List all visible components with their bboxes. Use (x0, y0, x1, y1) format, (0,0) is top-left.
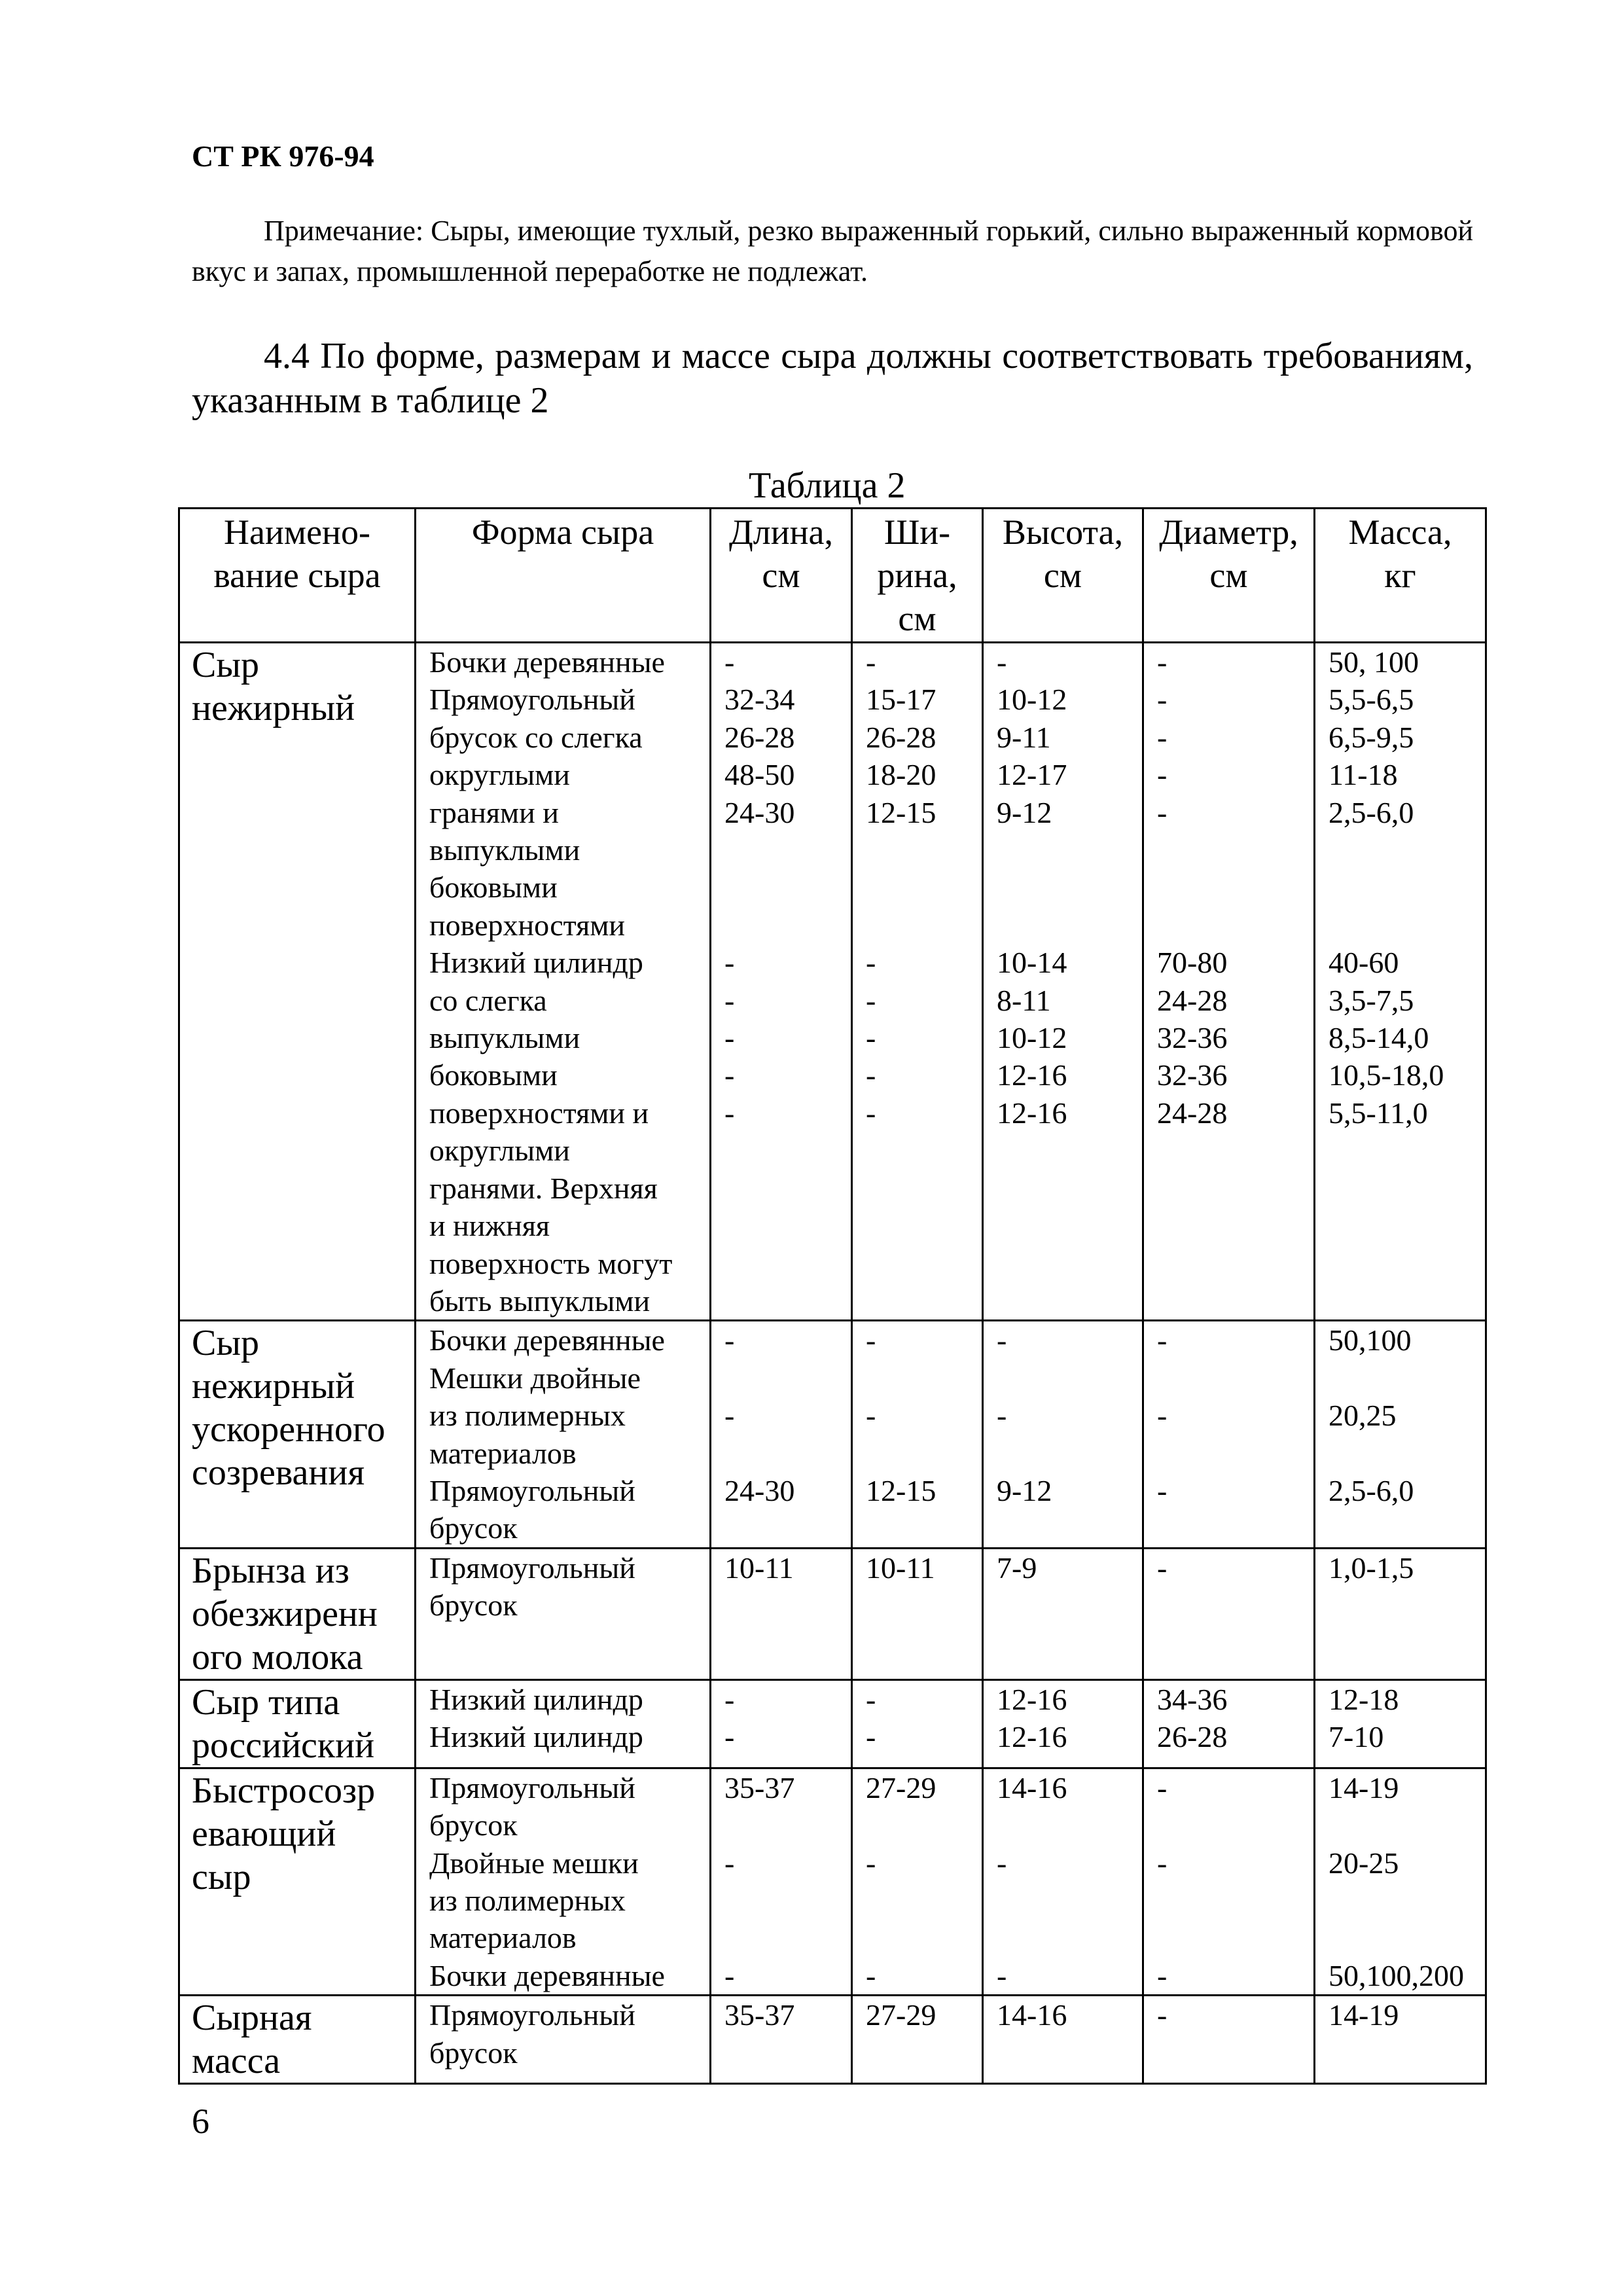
cell-line: 12-15 (866, 795, 936, 829)
cell-line: 35-37 (724, 1998, 795, 2032)
cell-line: - (1157, 1846, 1168, 1880)
cell-line: - (724, 1021, 735, 1055)
cell-line: 2,5-6,0 (1329, 1473, 1414, 1507)
cell-line: Прямоугольный (429, 1998, 635, 2032)
col-header-line: см (898, 599, 936, 638)
cell-line: - (724, 1096, 735, 1130)
cell-line: - (724, 1399, 735, 1433)
cell-line: 12-16 (997, 1720, 1067, 1754)
cell-line: - (866, 1682, 876, 1716)
cell-line: 1,0-1,5 (1329, 1551, 1414, 1585)
table-body (179, 643, 1486, 2084)
cell-line: округлыми (429, 1134, 570, 1168)
cell-line: из полимерных (429, 1399, 626, 1433)
cell-line: российский (192, 1725, 375, 1766)
cell-line: - (1157, 1399, 1168, 1433)
cell-shape (416, 1548, 711, 1679)
cell-line: 9-12 (997, 1473, 1052, 1507)
cell-line: - (997, 1958, 1007, 1992)
cell-line: 12-16 (997, 1058, 1067, 1092)
cell-line: - (866, 1958, 876, 1992)
section-4-4-paragraph: 4.4 По форме, размерам и массе сыра должны соответствовать требованиям, указанным в таблице 2 (192, 336, 1473, 421)
cell-diameter (1143, 1996, 1315, 2084)
col-header-height (983, 509, 1143, 643)
cell-line: - (866, 1720, 876, 1754)
cell-line: Прямоугольный (429, 1551, 635, 1585)
cell-length (711, 1768, 852, 1995)
cell-line: 50, 100 (1329, 645, 1419, 679)
cell-line: поверхностями (429, 908, 626, 942)
table-row (179, 1768, 1486, 1995)
cell-line: 50,100 (1329, 1323, 1412, 1357)
cell-height (983, 1321, 1143, 1548)
cell-line: - (724, 1323, 735, 1357)
cell-line: 27-29 (866, 1998, 936, 2032)
cell-line: 6,5-9,5 (1329, 720, 1414, 754)
cell-line: - (724, 645, 735, 679)
cell-line: 10-14 (997, 946, 1067, 980)
cell-line: 32-36 (1157, 1021, 1228, 1055)
col-header-mass (1315, 509, 1486, 643)
cell-length (711, 1996, 852, 2084)
cheese-dimensions-table (178, 507, 1487, 2085)
cell-line: - (724, 1720, 735, 1754)
cell-line: 14-16 (997, 1998, 1067, 2032)
cell-shape (416, 1679, 711, 1768)
cell-length (711, 1679, 852, 1768)
cell-mass (1315, 1996, 1486, 2084)
cell-line: 35-37 (724, 1770, 795, 1804)
cell-line: - (1157, 1958, 1168, 1992)
cell-line: нежирный (192, 1366, 355, 1407)
col-header-line: Длина, (728, 512, 834, 552)
cell-line: - (866, 1323, 876, 1357)
cell-diameter (1143, 1679, 1315, 1768)
cell-line: 10-11 (724, 1551, 794, 1585)
cell-line: округлыми (429, 758, 570, 792)
cell-line: 3,5-7,5 (1329, 983, 1414, 1017)
cell-height (983, 643, 1143, 1321)
cell-line: 10-12 (997, 1021, 1067, 1055)
cell-line: 24-30 (724, 1473, 795, 1507)
cell-diameter (1143, 1321, 1315, 1548)
col-header-line: см (1209, 556, 1248, 595)
cell-line: Низкий цилиндр (429, 1682, 643, 1716)
cell-diameter (1143, 1768, 1315, 1995)
cell-line: ого молока (192, 1636, 363, 1677)
cell-line: - (1157, 795, 1168, 829)
table-row (179, 1321, 1486, 1548)
cell-line: выпуклыми (429, 1021, 580, 1055)
cell-line: - (866, 1096, 876, 1130)
cell-line: материалов (429, 1436, 577, 1470)
cell-line: - (866, 1399, 876, 1433)
table-caption: Таблица 2 (749, 465, 906, 506)
cell-line: евающий (192, 1813, 336, 1854)
cell-line: 12-15 (866, 1473, 936, 1507)
cell-line: 7-10 (1329, 1720, 1384, 1754)
cell-line: Прямоугольный (429, 1770, 635, 1804)
cell-line: Низкий цилиндр (429, 946, 643, 980)
cell-line: 14-16 (997, 1770, 1067, 1804)
cell-line: 40-60 (1329, 946, 1399, 980)
cell-line: - (724, 1682, 735, 1716)
cell-line: Прямоугольный (429, 1473, 635, 1507)
cell-line: гранями. Верхняя (429, 1171, 658, 1205)
cell-line: обезжиренн (192, 1593, 378, 1634)
cell-line: 18-20 (866, 758, 936, 792)
cell-line: - (866, 1058, 876, 1092)
cell-line: ускоренного (192, 1409, 385, 1450)
cell-line: - (724, 946, 735, 980)
table-header-row (179, 509, 1486, 643)
cell-line: - (866, 1021, 876, 1055)
cell-line: 20-25 (1329, 1846, 1399, 1880)
cell-line: 26-28 (1157, 1720, 1228, 1754)
cell-line: гранями и (429, 795, 559, 829)
cell-line: - (866, 946, 876, 980)
table-row (179, 1679, 1486, 1768)
cell-line: быть выпуклыми (429, 1283, 651, 1318)
cell-line: 70-80 (1157, 946, 1228, 980)
cell-line: 24-30 (724, 795, 795, 829)
page-number: 6 (192, 2102, 209, 2141)
cell-height (983, 1679, 1143, 1768)
col-header-line: Ши- (883, 512, 951, 552)
cell-line: боковыми (429, 870, 558, 905)
col-header-line: см (762, 556, 800, 595)
cell-length (711, 1548, 852, 1679)
table-note: Примечание: Сыры, имеющие тухлый, резко выраженный горький, сильно выраженный кормовой вкус и запах, промышленной переработке не подлежат. (192, 215, 1473, 287)
cell-diameter (1143, 643, 1315, 1321)
cell-line: - (724, 1846, 735, 1880)
col-header-line: кг (1384, 556, 1416, 595)
col-header-line: Диаметр, (1159, 512, 1298, 552)
cell-line: - (997, 1323, 1007, 1357)
cell-line: брусок (429, 1588, 518, 1623)
cell-line: - (997, 1846, 1007, 1880)
cell-line: боковыми (429, 1058, 558, 1092)
cell-line: 2,5-6,0 (1329, 795, 1414, 829)
col-header-line: Высота, (1002, 512, 1124, 552)
cell-line: 26-28 (866, 720, 936, 754)
cell-line: 10,5-18,0 (1329, 1058, 1444, 1092)
cell-mass (1315, 1679, 1486, 1768)
cell-line: брусок со слегка (429, 720, 643, 754)
cell-line: - (1157, 758, 1168, 792)
cell-line: поверхностями и (429, 1096, 649, 1130)
cell-line: 24-28 (1157, 1096, 1228, 1130)
cell-line: - (1157, 1473, 1168, 1507)
cell-length (711, 1321, 852, 1548)
cell-line: материалов (429, 1921, 577, 1955)
col-header-line: см (1043, 556, 1082, 595)
col-header-line: Наимено- (224, 512, 370, 552)
cell-line: Сыр (192, 645, 259, 685)
cell-mass (1315, 643, 1486, 1321)
cell-height (983, 1996, 1143, 2084)
cell-line: 34-36 (1157, 1682, 1228, 1716)
cell-line: 12-17 (997, 758, 1067, 792)
cell-width (852, 1768, 983, 1995)
cell-shape (416, 1996, 711, 2084)
cell-diameter (1143, 1548, 1315, 1679)
cell-line: 50,100,200 (1329, 1958, 1464, 1992)
cell-line: 15-17 (866, 683, 936, 717)
cell-line: поверхность могут (429, 1246, 673, 1280)
col-header-line: вание сыра (213, 556, 381, 595)
cell-line: - (866, 1846, 876, 1880)
cell-line: Сырная (192, 1998, 312, 2039)
cell-line: - (1157, 1323, 1168, 1357)
col-header-name (179, 509, 416, 643)
cell-line: - (1157, 1770, 1168, 1804)
cell-line: 32-36 (1157, 1058, 1228, 1092)
cell-line: 24-28 (1157, 983, 1228, 1017)
cell-width (852, 1548, 983, 1679)
cell-line: 32-34 (724, 683, 795, 717)
cell-shape (416, 1768, 711, 1995)
cell-line: - (1157, 720, 1168, 754)
col-header-line: Форма сыра (471, 512, 654, 552)
cell-mass (1315, 1321, 1486, 1548)
cell-line: - (997, 645, 1007, 679)
cell-name (179, 1996, 416, 2084)
col-header-line: Масса, (1348, 512, 1452, 552)
cell-line: нежирный (192, 688, 355, 728)
cell-line: Быстросозр (192, 1770, 376, 1811)
cell-width (852, 1679, 983, 1768)
cell-line: - (724, 1958, 735, 1992)
cell-line: Двойные мешки (429, 1846, 639, 1880)
cell-width (852, 1996, 983, 2084)
cell-line: брусок (429, 1808, 518, 1842)
cell-line: Низкий цилиндр (429, 1720, 643, 1754)
cell-line: Бочки деревянные (429, 1323, 665, 1357)
cell-line: Брынза из (192, 1550, 349, 1591)
cell-line: - (1157, 1551, 1168, 1585)
cell-line: - (866, 983, 876, 1017)
cell-line: - (724, 983, 735, 1017)
cell-line: 48-50 (724, 758, 795, 792)
cell-line: 5,5-6,5 (1329, 683, 1414, 717)
cell-line: - (1157, 683, 1168, 717)
table-row (179, 643, 1486, 1321)
cell-line: 26-28 (724, 720, 795, 754)
table-row (179, 1996, 1486, 2084)
cell-line: брусок (429, 2036, 518, 2070)
cell-line: 12-16 (997, 1682, 1067, 1716)
cell-line: Бочки деревянные (429, 1958, 665, 1992)
cell-line: Прямоугольный (429, 683, 635, 717)
cell-line: и нижняя (429, 1209, 550, 1243)
cell-name (179, 1548, 416, 1679)
cell-line: 10-12 (997, 683, 1067, 717)
table-row (179, 1548, 1486, 1679)
cell-line: Бочки деревянные (429, 645, 665, 679)
cell-line: 9-12 (997, 795, 1052, 829)
cell-line: - (866, 645, 876, 679)
cell-line: 9-11 (997, 720, 1051, 754)
cell-line: Сыр (192, 1323, 259, 1364)
cell-line: 5,5-11,0 (1329, 1096, 1428, 1130)
cell-width (852, 643, 983, 1321)
cell-line: 7-9 (997, 1551, 1037, 1585)
cell-line: 14-19 (1329, 1998, 1399, 2032)
cell-line: сыр (192, 1856, 251, 1897)
cell-line: 8-11 (997, 983, 1051, 1017)
cell-line: 10-11 (866, 1551, 935, 1585)
cell-line: 27-29 (866, 1770, 936, 1804)
cell-shape (416, 1321, 711, 1548)
cell-line: брусок (429, 1511, 518, 1545)
cell-shape (416, 643, 711, 1321)
cell-line: 20,25 (1329, 1399, 1397, 1433)
cell-line: выпуклыми (429, 833, 580, 867)
cell-length (711, 643, 852, 1321)
cell-line: со слегка (429, 983, 547, 1017)
cell-line: 14-19 (1329, 1770, 1399, 1804)
cell-line: - (1157, 645, 1168, 679)
cell-line: - (1157, 1998, 1168, 2032)
cell-line: 12-18 (1329, 1682, 1399, 1716)
cell-name (179, 1321, 416, 1548)
col-header-shape (416, 509, 711, 643)
col-header-length (711, 509, 852, 643)
cell-line: масса (192, 2041, 281, 2082)
cell-mass (1315, 1768, 1486, 1995)
cell-line: Мешки двойные (429, 1361, 641, 1395)
cell-line: созревания (192, 1452, 365, 1494)
col-header-line: рина, (877, 556, 957, 595)
cell-height (983, 1548, 1143, 1679)
cell-name (179, 1768, 416, 1995)
cell-name (179, 643, 416, 1321)
cell-line: из полимерных (429, 1883, 626, 1917)
cell-height (983, 1768, 1143, 1995)
cell-line: 8,5-14,0 (1329, 1021, 1429, 1055)
col-header-width (852, 509, 983, 643)
cell-line: 12-16 (997, 1096, 1067, 1130)
cell-line: - (724, 1058, 735, 1092)
document-code-header: СТ РК 976-94 (192, 139, 374, 173)
cell-line: Сыр типа (192, 1681, 340, 1723)
cell-name (179, 1679, 416, 1768)
cell-line: 11-18 (1329, 758, 1398, 792)
cell-line: - (997, 1399, 1007, 1433)
col-header-diameter (1143, 509, 1315, 643)
cell-width (852, 1321, 983, 1548)
cell-mass (1315, 1548, 1486, 1679)
